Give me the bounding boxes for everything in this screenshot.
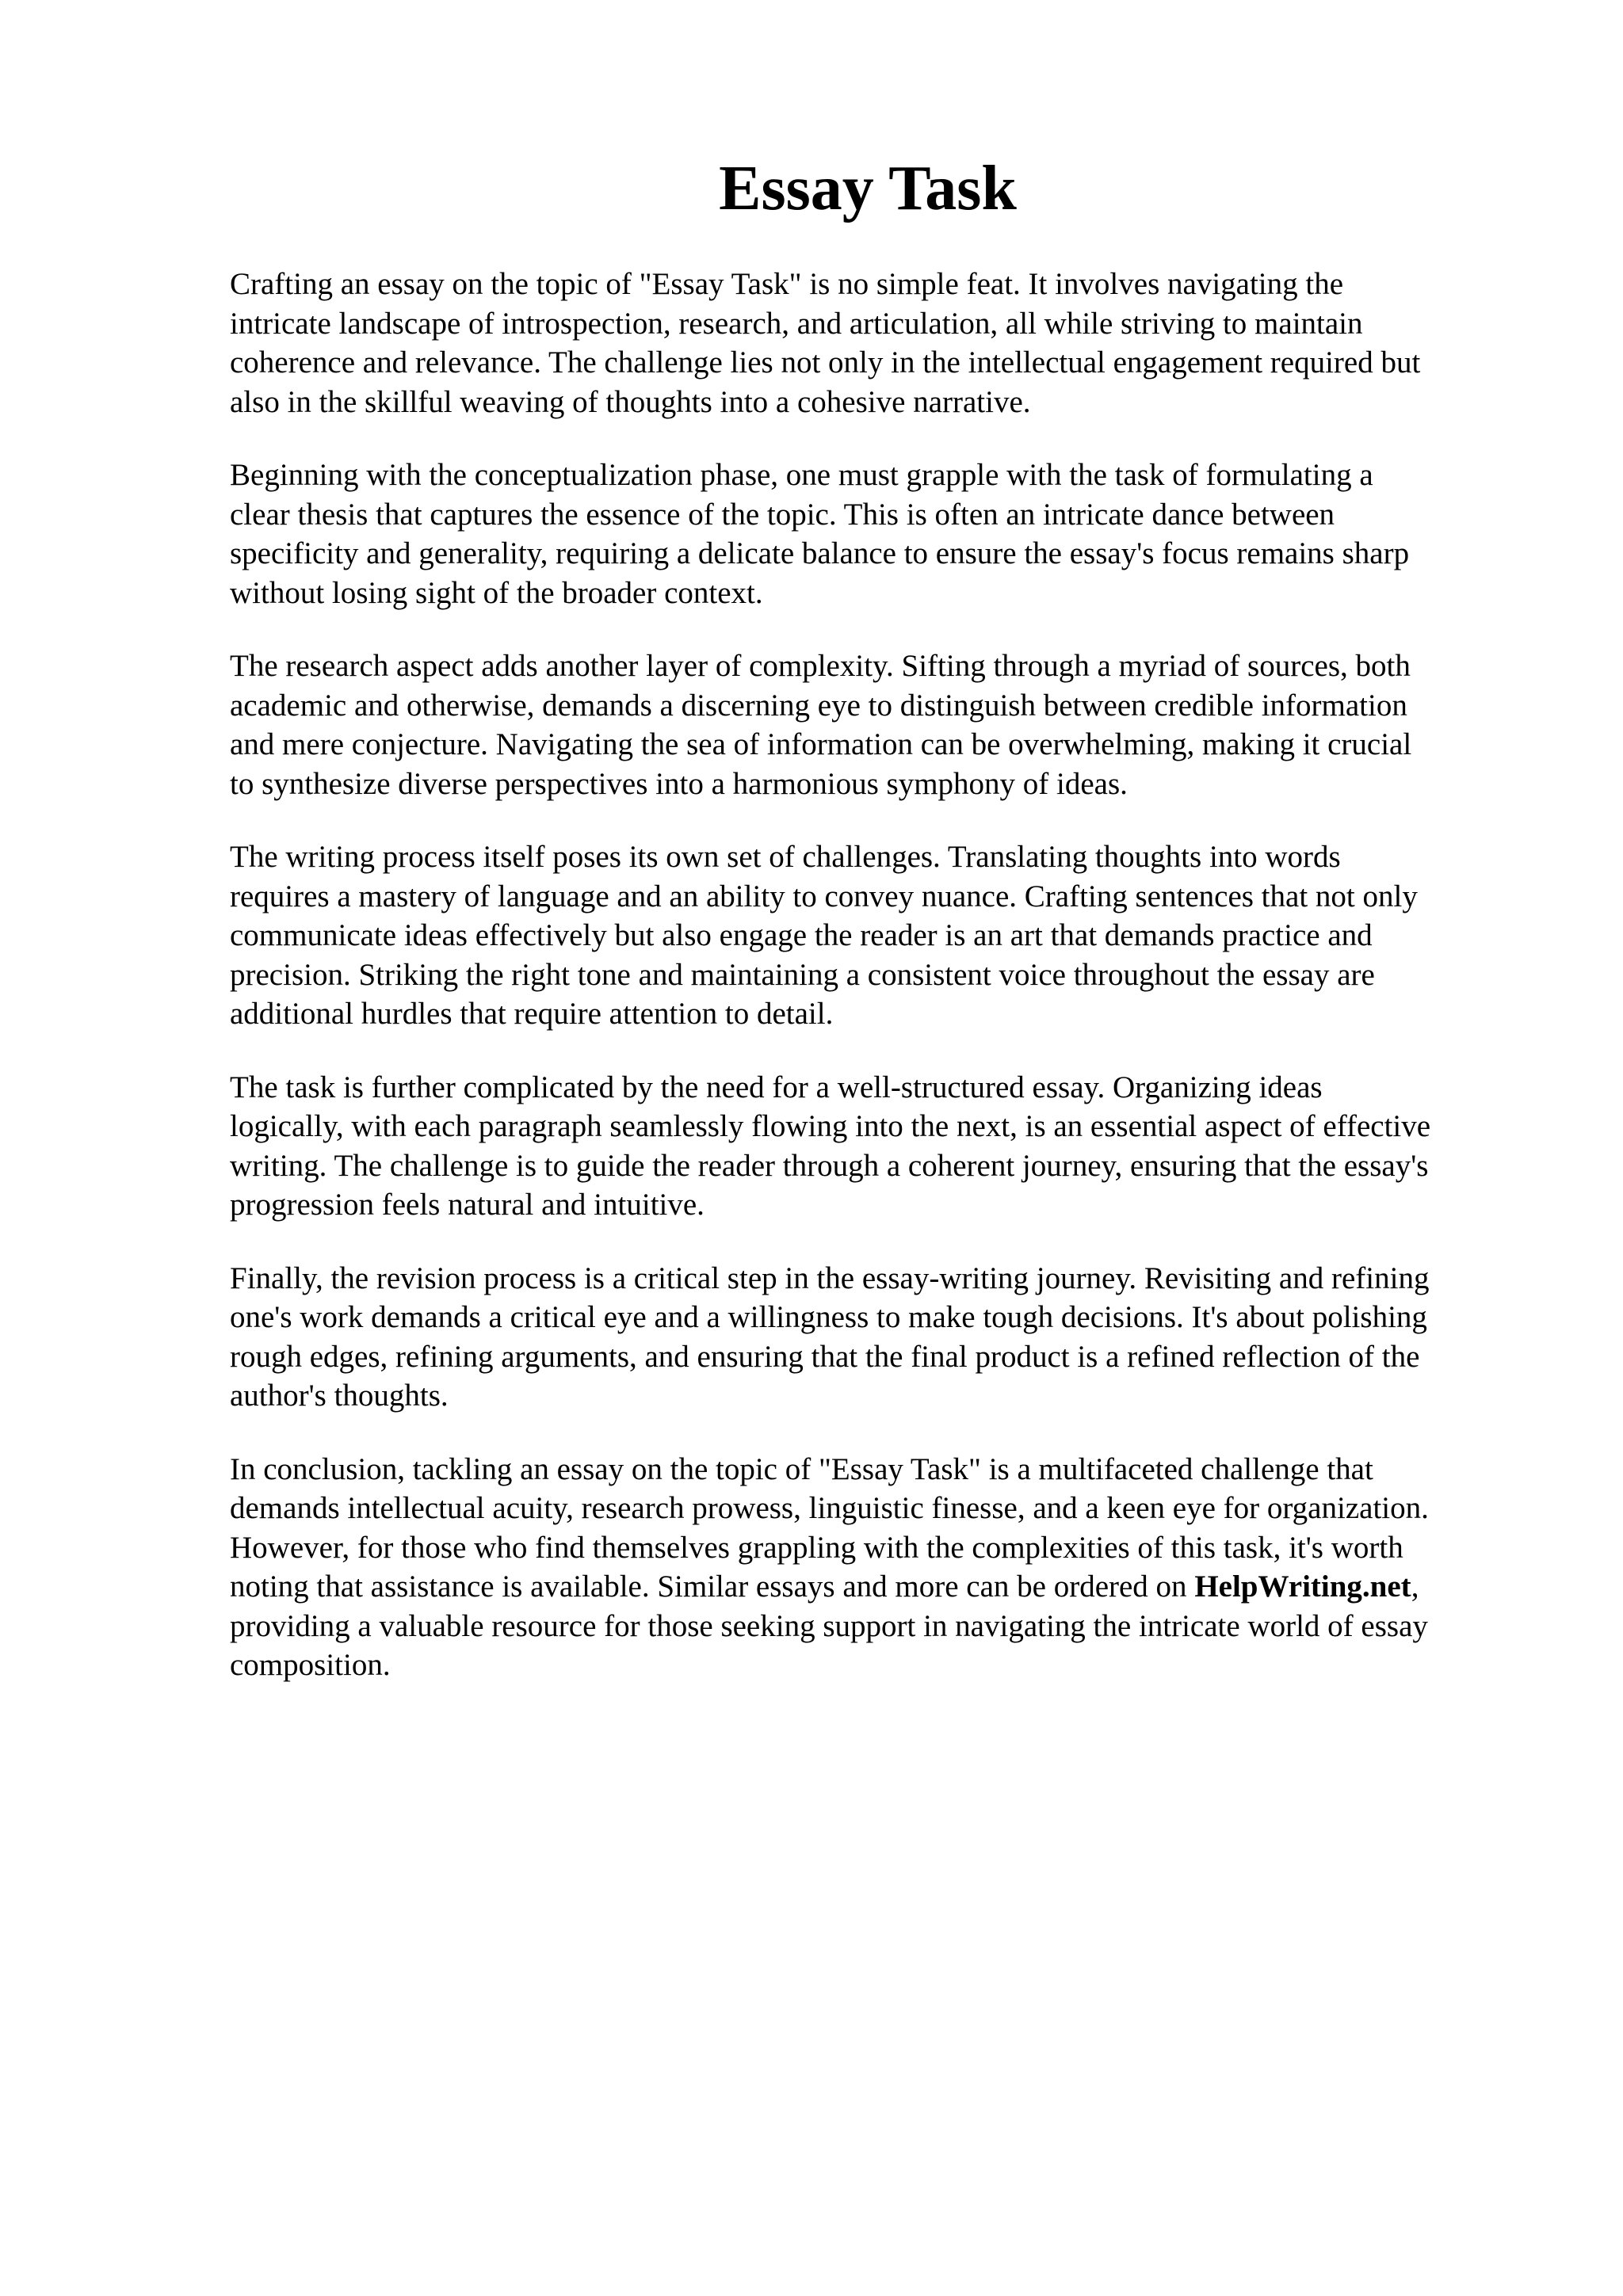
text-line: to synthesize diverse perspectives into a harmonious symphony of ideas. (230, 766, 1128, 801)
brand-name: HelpWriting.net (1194, 1569, 1411, 1604)
text-line: logically, with each paragraph seamlessly flowing into the next, is an essential aspect of effective (230, 1109, 1431, 1143)
text-line: writing. The challenge is to guide the reader through a coherent journey, ensuring that the essay's (230, 1148, 1429, 1183)
paragraph-4 (230, 837, 1514, 1034)
text-line: academic and otherwise, demands a discerning eye to distinguish between credible information (230, 688, 1407, 723)
text-line: communicate ideas effectively but also engage the reader is an art that demands practice and (230, 918, 1373, 952)
text-line: without losing sight of the broader context. (230, 575, 763, 610)
paragraph-6 (230, 1259, 1514, 1416)
paragraph-2 (230, 456, 1514, 612)
text-line: progression feels natural and intuitive. (230, 1188, 705, 1222)
text-line: additional hurdles that require attention to detail. (230, 997, 834, 1031)
text-line: The task is further complicated by the need for a well-structured essay. Organizing ideas (230, 1070, 1323, 1104)
paragraph-1 (230, 265, 1514, 421)
text-fragment: , (1411, 1569, 1419, 1604)
text-line: rough edges, refining arguments, and ensuring that the final product is a refined reflection of the (230, 1339, 1420, 1374)
paragraph-conclusion (230, 1450, 1514, 1685)
text-line: The research aspect adds another layer of complexity. Sifting through a myriad of sources, both (230, 649, 1411, 683)
text-line: providing a valuable resource for those seeking support in navigating the intricate world of essay (230, 1608, 1428, 1643)
text-line: demands intellectual acuity, research prowess, linguistic finesse, and a keen eye for organization. (230, 1491, 1429, 1525)
paragraph-5 (230, 1068, 1514, 1225)
paragraph-3 (230, 646, 1514, 803)
text-line: Finally, the revision process is a critical step in the essay-writing journey. Revisiting and refining (230, 1261, 1430, 1295)
text-line: also in the skillful weaving of thoughts into a cohesive narrative. (230, 384, 1031, 419)
text-line: The writing process itself poses its own set of challenges. Translating thoughts into words (230, 840, 1341, 874)
text-line: clear thesis that captures the essence of the topic. This is often an intricate dance between (230, 497, 1335, 532)
page-title: Essay Task (719, 154, 1017, 223)
text-line: one's work demands a critical eye and a willingness to make tough decisions. It's about polishing (230, 1300, 1427, 1334)
essay-body (230, 265, 1514, 1719)
text-line: Beginning with the conceptualization phase, one must grapple with the task of formulating a (230, 458, 1373, 492)
text-line: coherence and relevance. The challenge lies not only in the intellectual engagement required but (230, 345, 1421, 379)
text-line: author's thoughts. (230, 1379, 449, 1413)
text-line: In conclusion, tackling an essay on the topic of "Essay Task" is a multifaceted challenge that (230, 1451, 1373, 1486)
text-line: precision. Striking the right tone and maintaining a consistent voice throughout the essay are (230, 957, 1375, 992)
text-line: However, for those who find themselves grappling with the complexities of this task, it's worth (230, 1530, 1403, 1565)
text-line: Crafting an essay on the topic of "Essay Task" is no simple feat. It involves navigating the (230, 267, 1344, 301)
text-line: specificity and generality, requiring a delicate balance to ensure the essay's focus remains sharp (230, 536, 1410, 570)
text-line: intricate landscape of introspection, research, and articulation, all while striving to maintain (230, 306, 1363, 341)
text-line (230, 1567, 1514, 1607)
text-fragment: noting that assistance is available. Similar essays and more can be ordered on (230, 1569, 1195, 1604)
text-line: requires a mastery of language and an ability to convey nuance. Crafting sentences that not only (230, 879, 1418, 913)
text-line: and mere conjecture. Navigating the sea of information can be overwhelming, making it crucial (230, 727, 1412, 761)
text-line: composition. (230, 1648, 391, 1682)
